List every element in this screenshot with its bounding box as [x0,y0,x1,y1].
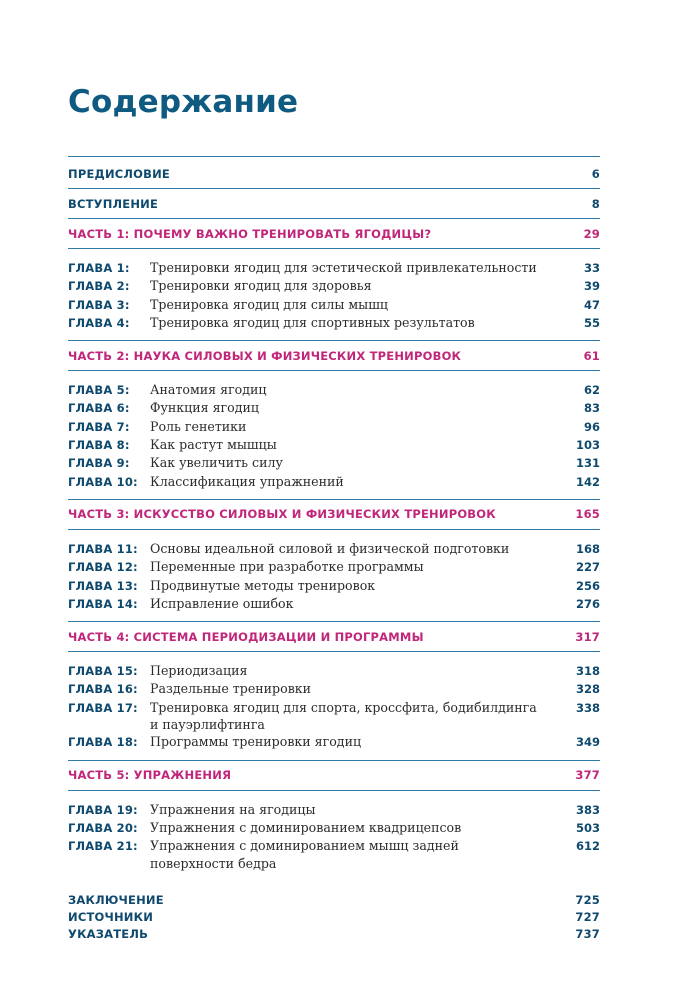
part-page: 377 [575,768,600,783]
chapter-row[interactable] [68,733,600,751]
entry-page: 725 [575,893,600,908]
chapter-label: ГЛАВА 5: [68,383,130,398]
chapter-page: 328 [575,682,600,697]
chapter-row[interactable] [68,699,600,734]
chapter-title: Исправление ошибок [150,595,294,611]
chapter-page: 55 [583,315,600,330]
chapter-row[interactable] [68,680,600,698]
chapter-page: 256 [575,578,600,593]
entry-label: ПРЕДИСЛОВИЕ [68,167,170,181]
chapter-row[interactable] [68,473,600,491]
chapter-page: 39 [583,279,600,294]
chapter-row[interactable] [68,837,600,872]
entry-page: 737 [575,927,600,942]
chapter-title: Раздельные тренировки [150,681,312,697]
chapter-page: 131 [575,456,600,471]
part-heading[interactable] [68,341,600,370]
chapter-row[interactable] [68,436,600,454]
chapter-title: Тренировка ягодиц для спорта, кроссфита, бодибилдинга и пауэрлифтинга [150,699,537,733]
chapter-page: 503 [575,820,600,835]
chapter-page: 383 [575,802,600,817]
chapter-row[interactable] [68,540,600,558]
entry-page: 6 [591,167,600,181]
chapter-page: 227 [575,560,600,575]
chapter-title: Анатомия ягодиц [150,382,267,398]
chapter-page: 47 [583,297,600,312]
chapter-title: Тренировки ягодиц для эстетической привлекательности [150,260,537,275]
chapter-title: Тренировка ягодиц для спортивных результатов [150,314,475,330]
chapter-page: 103 [575,438,600,453]
entry-label: ЗАКЛЮЧЕНИЕ [68,893,164,908]
chapter-page: 349 [575,735,600,750]
chapter-page: 83 [583,401,600,416]
chapter-label: ГЛАВА 8: [68,438,130,453]
chapter-label: ГЛАВА 7: [68,419,130,434]
chapter-title: Упражнения с доминированием квадрицепсов [150,819,462,835]
chapter-label: ГЛАВА 16: [68,682,138,697]
chapter-title: Переменные при разработке программы [150,559,424,575]
chapter-title: Функция ягодиц [150,400,259,416]
entry-page: 727 [575,910,600,925]
part-heading[interactable] [68,761,600,790]
chapter-page: 318 [575,664,600,679]
chapter-row[interactable] [68,259,600,277]
chapter-page: 612 [575,839,600,854]
chapter-label: ГЛАВА 21: [68,839,138,854]
chapter-page: 96 [583,419,600,434]
part-label: ЧАСТЬ 1: ПОЧЕМУ ВАЖНО ТРЕНИРОВАТЬ ЯГОДИЦЫ? [68,226,432,241]
chapter-list [68,371,600,499]
chapter-row[interactable] [68,399,600,417]
chapter-title: Роль генетики [150,418,247,434]
part-label: ЧАСТЬ 3: ИСКУССТВО СИЛОВЫХ И ФИЗИЧЕСКИХ ТРЕНИРОВОК [68,507,496,522]
chapter-title: Программы тренировки ягодиц [150,734,362,750]
chapter-title: Упражнения на ягодицы [150,801,316,817]
back-entry[interactable] [68,926,600,943]
back-entry[interactable] [68,892,600,909]
chapter-page: 142 [575,474,600,489]
chapter-row[interactable] [68,314,600,332]
chapter-page: 338 [575,700,600,715]
back-matter [68,880,600,943]
chapter-label: ГЛАВА 2: [68,279,130,294]
chapter-row[interactable] [68,662,600,680]
chapter-title: Как увеличить силу [150,455,283,471]
chapter-list [68,530,600,621]
chapter-label: ГЛАВА 12: [68,560,138,575]
part-page: 317 [575,629,600,644]
chapter-label: ГЛАВА 3: [68,297,130,312]
chapter-row[interactable] [68,454,600,472]
back-entry[interactable] [68,909,600,926]
part-page: 165 [575,507,600,522]
chapter-row[interactable] [68,801,600,819]
chapter-page: 168 [575,541,600,556]
chapter-row[interactable] [68,418,600,436]
part-page: 61 [583,348,600,363]
entry-label: ИСТОЧНИКИ [68,910,154,925]
chapter-row[interactable] [68,381,600,399]
part-page: 29 [583,226,600,241]
part-label: ЧАСТЬ 4: СИСТЕМА ПЕРИОДИЗАЦИИ И ПРОГРАММЫ [68,629,424,644]
entry-label: ВСТУПЛЕНИЕ [68,196,159,211]
chapter-title: Как растут мышцы [150,437,277,453]
chapter-label: ГЛАВА 10: [68,474,138,489]
chapter-label: ГЛАВА 18: [68,735,138,750]
chapter-row[interactable] [68,277,600,295]
entry-page: 8 [591,196,600,211]
chapter-row[interactable] [68,558,600,576]
part-label: ЧАСТЬ 2: НАУКА СИЛОВЫХ И ФИЗИЧЕСКИХ ТРЕНИРОВОК [68,348,462,363]
chapter-label: ГЛАВА 19: [68,802,138,817]
chapter-label: ГЛАВА 20: [68,820,138,835]
chapter-title: Упражнения с доминированием мышц задней поверхности бедра [150,838,459,871]
chapter-label: ГЛАВА 11: [68,541,138,556]
chapter-label: ГЛАВА 9: [68,456,130,471]
chapter-label: ГЛАВА 15: [68,664,138,679]
chapter-label: ГЛАВА 14: [68,596,138,611]
chapter-title: Периодизация [150,663,248,679]
part-heading[interactable] [68,219,600,248]
chapter-row[interactable] [68,296,600,314]
chapter-list [68,791,600,880]
chapter-label: ГЛАВА 1: [68,261,130,275]
part-label: ЧАСТЬ 5: УПРАЖНЕНИЯ [68,768,232,783]
chapter-page: 33 [583,261,600,275]
chapter-page: 276 [575,596,600,611]
chapter-page: 62 [583,383,600,398]
part-heading[interactable] [68,500,600,529]
chapter-title: Продвинутые методы тренировок [150,577,376,593]
chapter-row[interactable] [68,595,600,613]
chapter-list [68,249,600,340]
chapter-row[interactable] [68,819,600,837]
entry-label: УКАЗАТЕЛЬ [68,927,149,942]
toc-entry-introduction[interactable] [68,189,600,218]
chapter-label: ГЛАВА 4: [68,315,130,330]
toc-entry-preface[interactable] [68,157,600,188]
chapter-title: Основы идеальной силовой и физической подготовки [150,540,510,556]
chapter-label: ГЛАВА 6: [68,401,130,416]
part-heading[interactable] [68,622,600,651]
chapter-list [68,652,600,759]
chapter-title: Классификация упражнений [150,473,344,489]
chapter-title: Тренировки ягодиц для здоровья [150,278,372,294]
table-of-contents [68,156,600,943]
page-title: Содержание [68,84,299,120]
chapter-label: ГЛАВА 13: [68,578,138,593]
chapter-row[interactable] [68,577,600,595]
chapter-label: ГЛАВА 17: [68,700,138,715]
chapter-title: Тренировка ягодиц для силы мышц [150,296,388,312]
